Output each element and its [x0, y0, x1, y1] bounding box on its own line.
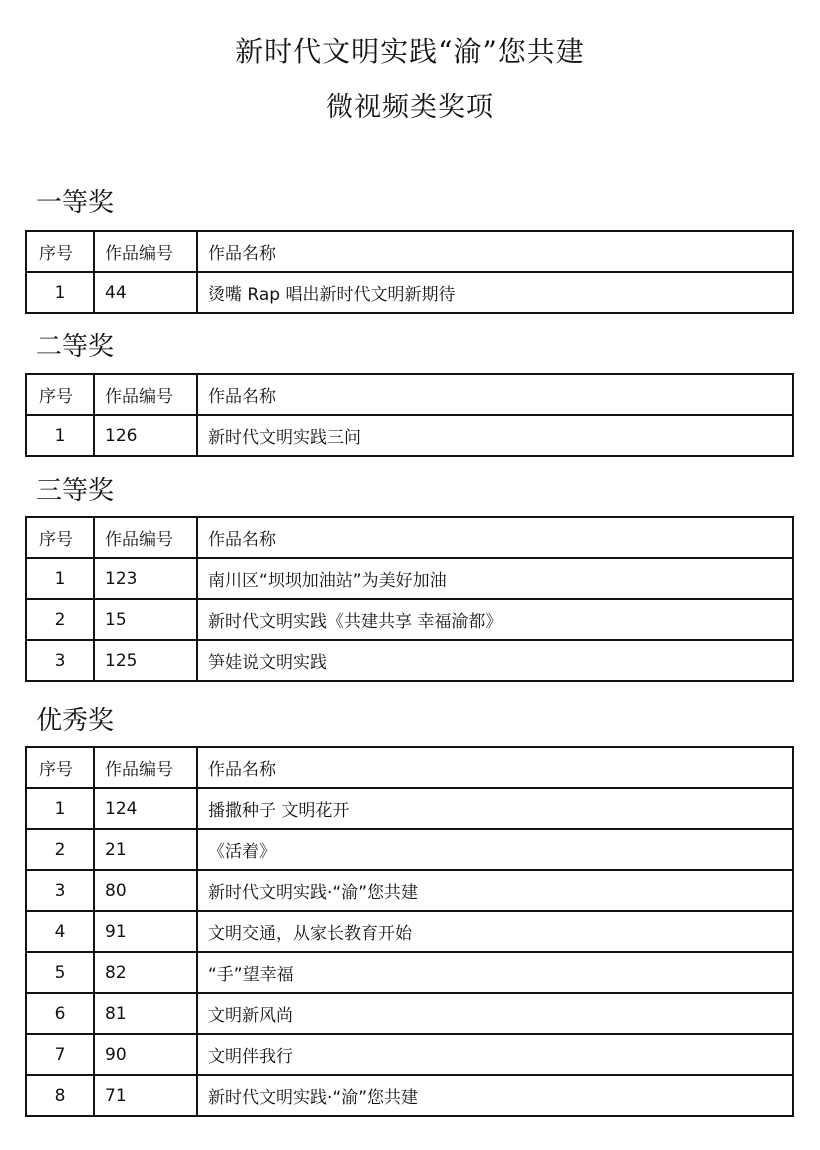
column-header-name: 作品名称 — [197, 374, 793, 415]
row-seq: 3 — [26, 640, 94, 681]
column-header-number: 作品编号 — [94, 374, 197, 415]
row-name: 新时代文明实践三问 — [197, 415, 793, 456]
table-row — [26, 993, 793, 1034]
row-name: 文明新风尚 — [197, 993, 793, 1034]
table-row — [26, 1075, 793, 1116]
column-header-seq: 序号 — [26, 517, 94, 558]
row-name: 播撒种子 文明花开 — [197, 788, 793, 829]
table-row — [26, 415, 793, 456]
row-name: 新时代文明实践《共建共享 幸福渝都》 — [197, 599, 793, 640]
row-number: 90 — [94, 1034, 197, 1075]
row-name: 南川区“坝坝加油站”为美好加油 — [197, 558, 793, 599]
award-table — [25, 516, 794, 682]
column-header-seq: 序号 — [26, 374, 94, 415]
row-seq: 1 — [26, 788, 94, 829]
award-table — [25, 230, 794, 314]
table-row — [26, 788, 793, 829]
section-heading: 三等奖 — [36, 476, 115, 506]
row-name: “手”望幸福 — [197, 952, 793, 993]
row-number: 82 — [94, 952, 197, 993]
column-header-number: 作品编号 — [94, 747, 197, 788]
row-seq: 1 — [26, 415, 94, 456]
table-row — [26, 599, 793, 640]
row-seq: 4 — [26, 911, 94, 952]
row-seq: 3 — [26, 870, 94, 911]
row-seq: 6 — [26, 993, 94, 1034]
column-header-number: 作品编号 — [94, 231, 197, 272]
row-number: 91 — [94, 911, 197, 952]
row-number: 71 — [94, 1075, 197, 1116]
row-number: 123 — [94, 558, 197, 599]
table-row — [26, 640, 793, 681]
award-table — [25, 746, 794, 1117]
column-header-name: 作品名称 — [197, 747, 793, 788]
award-table — [25, 373, 794, 457]
table-row — [26, 829, 793, 870]
row-number: 81 — [94, 993, 197, 1034]
row-name: 新时代文明实践·“渝”您共建 — [197, 870, 793, 911]
row-seq: 7 — [26, 1034, 94, 1075]
table-header-row — [26, 517, 793, 558]
column-header-number: 作品编号 — [94, 517, 197, 558]
column-header-seq: 序号 — [26, 747, 94, 788]
row-name: 笋娃说文明实践 — [197, 640, 793, 681]
table-row — [26, 272, 793, 313]
row-seq: 1 — [26, 558, 94, 599]
table-header-row — [26, 231, 793, 272]
row-name: 文明交通，从家长教育开始 — [197, 911, 793, 952]
table-row — [26, 911, 793, 952]
row-name: 文明伴我行 — [197, 1034, 793, 1075]
row-number: 15 — [94, 599, 197, 640]
page-title: 新时代文明实践“渝”您共建 — [235, 35, 585, 68]
table-header-row — [26, 374, 793, 415]
section-heading: 一等奖 — [36, 188, 115, 218]
section-heading: 二等奖 — [36, 332, 115, 362]
column-header-seq: 序号 — [26, 231, 94, 272]
table-header-row — [26, 747, 793, 788]
column-header-name: 作品名称 — [197, 231, 793, 272]
row-name: 新时代文明实践·“渝”您共建 — [197, 1075, 793, 1116]
column-header-name: 作品名称 — [197, 517, 793, 558]
row-seq: 5 — [26, 952, 94, 993]
row-name: 《活着》 — [197, 829, 793, 870]
row-name: 烫嘴 Rap 唱出新时代文明新期待 — [197, 272, 793, 313]
row-seq: 2 — [26, 829, 94, 870]
row-seq: 1 — [26, 272, 94, 313]
table-row — [26, 870, 793, 911]
table-row — [26, 558, 793, 599]
row-number: 21 — [94, 829, 197, 870]
row-number: 125 — [94, 640, 197, 681]
table-row — [26, 952, 793, 993]
row-number: 80 — [94, 870, 197, 911]
row-number: 126 — [94, 415, 197, 456]
section-heading: 优秀奖 — [36, 706, 115, 736]
row-seq: 8 — [26, 1075, 94, 1116]
row-seq: 2 — [26, 599, 94, 640]
row-number: 124 — [94, 788, 197, 829]
table-row — [26, 1034, 793, 1075]
page-subtitle: 微视频类奖项 — [326, 92, 494, 123]
row-number: 44 — [94, 272, 197, 313]
